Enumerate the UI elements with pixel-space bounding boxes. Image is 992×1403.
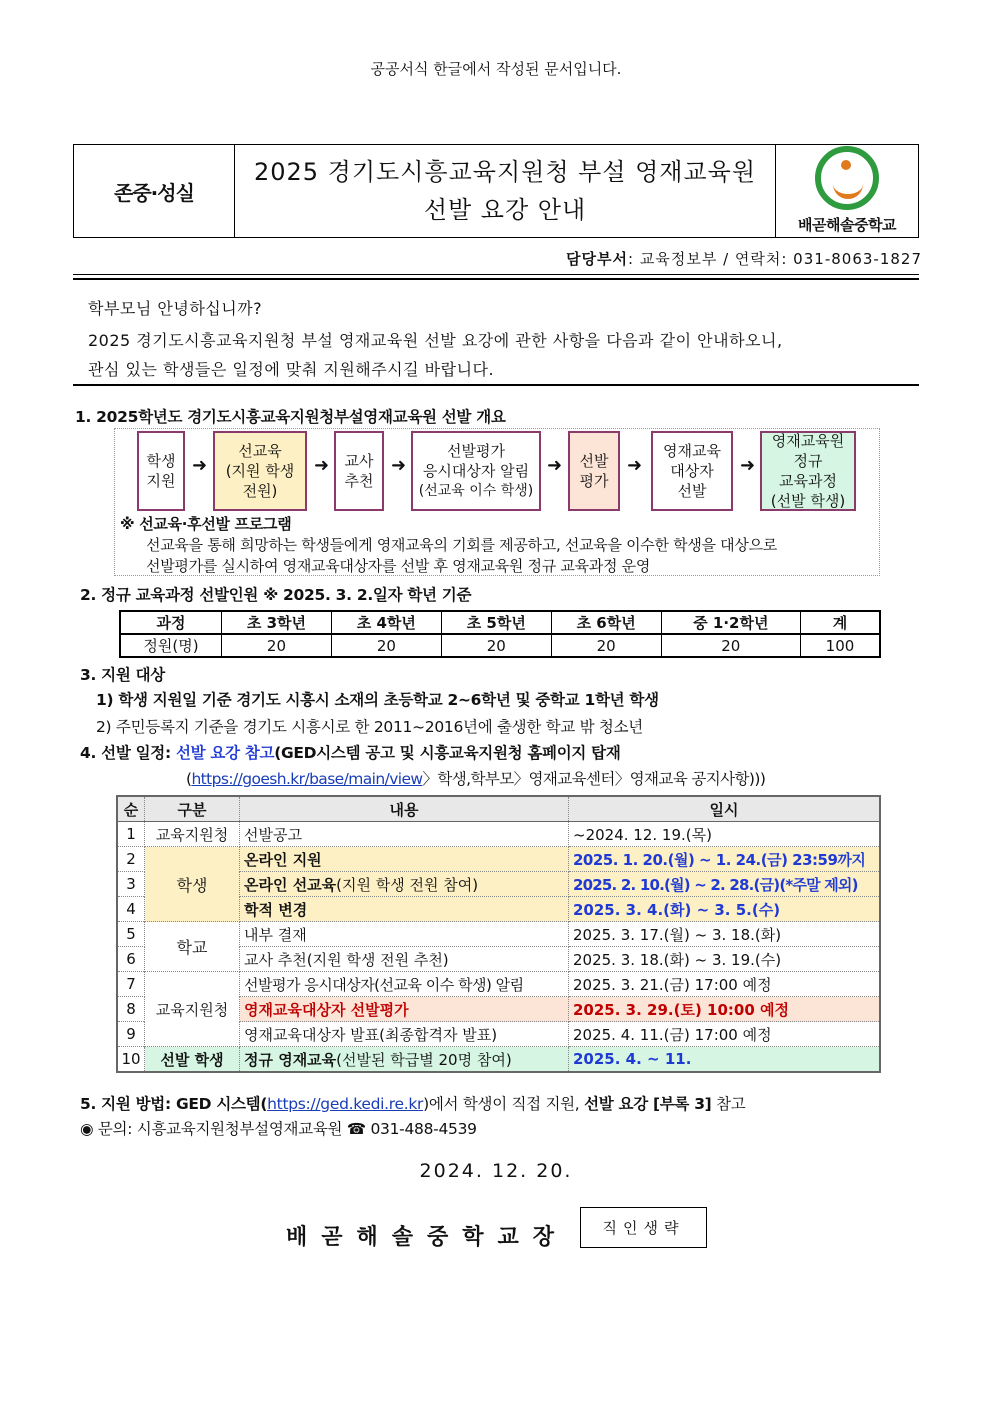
- table-cell: 20: [551, 634, 661, 657]
- table-row: 9 영재교육대상자 발표(최종합격자 발표) 2025. 4. 11.(금) 17:00 예정: [117, 1022, 880, 1047]
- arrow-icon: ➜: [314, 455, 330, 476]
- arrow-icon: ➜: [192, 455, 208, 476]
- inquiry-line: ◉ 문의: 시흥교육지원청부설영재교육원 ☎ 031-488-4539: [80, 1120, 477, 1138]
- program-note-line-2: 선발평가를 실시하여 영재교육대상자를 선발 후 영재교육원 정규 교육과정 운영: [146, 557, 651, 575]
- phone-icon: ☎: [346, 1120, 366, 1138]
- table-cell: 100: [801, 634, 881, 657]
- table-header: 계: [801, 611, 881, 634]
- document-header: [73, 144, 919, 238]
- table-header: 일시: [569, 796, 881, 822]
- section-3-item-2: 2) 주민등록지 기준을 경기도 시흥시로 한 2011~2016년에 출생한 학교 밖 청소년: [96, 718, 643, 736]
- section-5: 5. 지원 방법: GED 시스템(https://ged.kedi.re.kr)에서 학생이 직접 지원, 선발 요강 [부록 3] 참고: [80, 1095, 746, 1113]
- flow-step-apply: 학생 지원: [137, 431, 185, 511]
- table-cell: 20: [441, 634, 551, 657]
- contact-line: [566, 248, 922, 269]
- title-line-1: 2025 경기도시흥교육지원청 부설 영재교육원: [253, 158, 757, 186]
- school-logo-text: 배곧해솔중학교: [798, 216, 896, 234]
- seal-omitted-stamp: 직인생략: [580, 1207, 707, 1248]
- table-header-row: [117, 796, 880, 822]
- table-row: 8 영재교육대상자 선발평가 2025. 3. 29.(토) 10:00 예정: [117, 997, 880, 1022]
- table-header-row: [120, 611, 880, 634]
- table-row: 3 온라인 선교육(지원 학생 전원 참여) 2025. 2. 10.(월) ~ 2. 28.(금)(*주말 제외): [117, 872, 880, 897]
- table-header: 초 5학년: [441, 611, 551, 634]
- table-header: 초 4학년: [331, 611, 441, 634]
- flow-step-teacher-recommend: 교사 추천: [334, 431, 384, 511]
- table-row: [120, 634, 880, 657]
- group-student: 학생: [145, 847, 240, 922]
- section-4-link-line: (https://goesh.kr/base/main/view〉학생,학부모〉영재교육센터〉영재교육 공지사항))): [186, 770, 766, 788]
- table-header: 중 1·2학년: [661, 611, 800, 634]
- divider: [73, 384, 919, 386]
- table-cell: 20: [661, 634, 800, 657]
- flow-step-select-students: 영재교육 대상자 선발: [651, 431, 733, 511]
- section-2-title: 2. 정규 교육과정 선발인원 ※ 2025. 3. 2.일자 학년 기준: [80, 586, 472, 604]
- dept-contact: : 교육정보부 / 연락처: 031-8063-1827: [628, 250, 922, 268]
- greeting-line-1: 학부모님 안녕하십니까?: [88, 299, 263, 318]
- flow-step-selection-test: 선발 평가: [568, 431, 620, 511]
- dept-label: 담당부서: [566, 250, 629, 268]
- arrow-icon: ➜: [627, 455, 643, 476]
- table-row: 6 교사 추천(지원 학생 전원 추천) 2025. 3. 18.(화) ~ 3. 19.(수): [117, 947, 880, 972]
- table-header: 초 3학년: [222, 611, 332, 634]
- table-header: 순: [117, 796, 145, 822]
- group-school: 학교: [145, 922, 240, 972]
- quota-table: [119, 610, 881, 658]
- table-row: 10 선발 학생 정규 영재교육(선발된 학급별 20명 참여) 2025. 4. ~ 11.: [117, 1047, 880, 1073]
- table-header: 내용: [240, 796, 569, 822]
- ged-link[interactable]: https://ged.kedi.re.kr: [267, 1095, 424, 1113]
- schedule-table: [116, 795, 881, 1073]
- table-row: 1 교육지원청 선발공고 ~2024. 12. 19.(목): [117, 822, 880, 847]
- document-title: [235, 145, 776, 237]
- program-note-line-1: 선교육을 통해 희망하는 학생들에게 영재교육의 기회를 제공하고, 선교육을 이수한 학생을 대상으로: [146, 536, 777, 554]
- divider: [73, 274, 919, 280]
- greeting-line-2: 2025 경기도시흥교육지원청 부설 영재교육원 선발 요강에 관한 사항을 다음과 같이 안내하오니,: [88, 331, 783, 350]
- document-date: 2024. 12. 20.: [419, 1160, 573, 1182]
- flow-step-notify-candidates: 선발평가 응시대상자 알림 (선교육 이수 학생): [411, 431, 541, 511]
- table-row: 7 교육지원청 선발평가 응시대상자(선교육 이수 학생) 알림 2025. 3. 21.(금) 17:00 예정: [117, 972, 880, 997]
- program-note-title: ※ 선교육·후선발 프로그램: [120, 515, 292, 533]
- gifted-center-link[interactable]: https://goesh.kr/base/main/view: [191, 770, 423, 788]
- greeting-line-3: 관심 있는 학생들은 일정에 맞춰 지원해주시길 바랍니다.: [88, 360, 495, 379]
- table-cell: 20: [222, 634, 332, 657]
- school-motto: 존중·성실: [74, 145, 235, 237]
- section-3-item-1: 1) 학생 지원일 기준 경기도 시흥시 소재의 초등학교 2~6학년 및 중학교 1학년 학생: [96, 691, 659, 709]
- schedule-reference: 선발 요강 참고: [175, 744, 275, 762]
- table-row: 2 학생 온라인 지원 2025. 1. 20.(월) ~ 1. 24.(금) 23:59까지: [117, 847, 880, 872]
- title-line-2: 선발 요강 안내: [423, 196, 587, 224]
- section-1-title: 1. 2025학년도 경기도시흥교육지원청부설영재교육원 선발 개요: [75, 408, 506, 426]
- arrow-icon: ➜: [391, 455, 407, 476]
- section-4-title: 4. 선발 일정: 선발 요강 참고(GED시스템 공고 및 시흥교육지원청 홈페이지 탑재: [80, 744, 621, 762]
- school-emblem-icon: [815, 146, 879, 210]
- table-header: 초 6학년: [551, 611, 661, 634]
- arrow-icon: ➜: [547, 455, 563, 476]
- arrow-icon: ➜: [740, 455, 756, 476]
- section-3-title: 3. 지원 대상: [80, 666, 165, 684]
- school-logo: [776, 145, 918, 237]
- flow-step-regular-course: 영재교육원 정규 교육과정 (선발 학생): [760, 431, 856, 511]
- table-cell: 정원(명): [120, 634, 222, 657]
- table-header: 과정: [120, 611, 222, 634]
- table-cell: 20: [331, 634, 441, 657]
- group-office: 교육지원청: [145, 972, 240, 1047]
- principal-signature: 배곧해솔중학교장: [286, 1225, 569, 1250]
- table-header: 구분: [145, 796, 240, 822]
- table-row: 5 학교 내부 결재 2025. 3. 17.(월) ~ 3. 18.(화): [117, 922, 880, 947]
- flow-step-pre-education: 선교육 (지원 학생 전원): [213, 431, 307, 511]
- document-source-note: 공공서식 한글에서 작성된 문서입니다.: [370, 60, 622, 78]
- table-row: 4 학적 변경 2025. 3. 4.(화) ~ 3. 5.(수): [117, 897, 880, 922]
- bullet-icon: ◉: [80, 1120, 94, 1138]
